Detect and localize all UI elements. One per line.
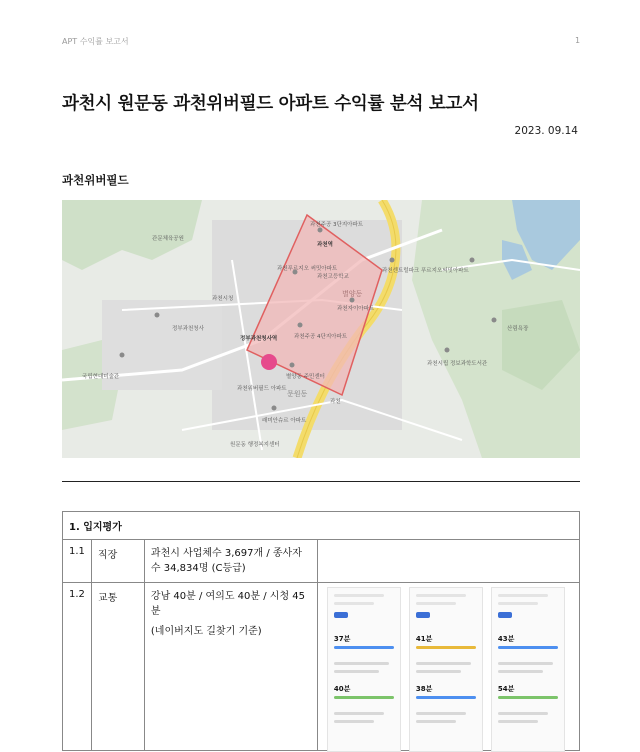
map-label-wonmun-office: 원문동 행정복지센터 (230, 442, 280, 448)
page-title: 과천시 원문동 과천위버필드 아파트 수익률 분석 보고서 (62, 94, 479, 114)
route-time: 41분 (415, 635, 433, 643)
map-label-dist7: 과천푸르지오 써밋아파트 (277, 266, 338, 272)
row-label: 교통 (91, 583, 144, 751)
row-label: 직장 (91, 540, 144, 583)
row-number: 1.1 (63, 540, 92, 583)
table-row (63, 540, 580, 583)
map-label-dist3: 과천자이아파트 (337, 306, 375, 312)
route-time: 38분 (415, 685, 433, 693)
route-screenshot (491, 587, 565, 752)
route-screenshot (327, 587, 401, 752)
map-label-gov-complex: 정부과천청사 (172, 326, 204, 332)
map-label-dist1: 과천주공 3단지아파트 (310, 222, 364, 228)
section-divider (62, 481, 580, 482)
header-page-number: 1 (575, 36, 581, 45)
map-label-gyeongma: 과천 (330, 399, 341, 405)
map-label-jeongbu: 정부과천청사역 (240, 336, 278, 342)
report-date: 2023. 09.14 (514, 125, 578, 137)
map-label-school: 과천고등학교 (317, 274, 349, 280)
route-time: 40분 (333, 685, 351, 693)
map-label-dist6: 과천주공 4단지아파트 (294, 334, 348, 340)
map-label-sports: 산림욕장 (507, 326, 529, 332)
route-screenshot (409, 587, 483, 752)
route-time: 43분 (497, 635, 515, 643)
row-value: 강남 40분 / 여의도 40분 / 시청 45분 (150, 591, 306, 617)
table-heading: 1. 입지평가 (63, 512, 580, 540)
route-time: 37분 (333, 635, 351, 643)
map-label-station-top: 과천역 (317, 242, 333, 248)
map-label-byeolyang: 별양동 (342, 290, 363, 298)
map-label-munwon: 문원동 (287, 390, 308, 398)
route-time: 54분 (497, 685, 515, 693)
row-number: 1.2 (63, 583, 92, 751)
table-row (63, 583, 580, 751)
row-value: 과천시 사업체수 3,697개 / 종사자 수 34,834명 (C등급) (144, 540, 317, 583)
map-label-dist4: 래미안슈르 아파트 (262, 418, 307, 424)
map-label-dist2: 과천위버필드 아파트 (237, 386, 287, 392)
map-label-city-hall: 과천시청 (212, 296, 234, 302)
location-evaluation-table (62, 511, 580, 751)
map-label-dist5: 과천센트럴파크 푸르지오써밋아파트 (382, 268, 469, 274)
header-doc-label: APT 수익률 보고서 (62, 37, 129, 46)
map-label-park: 관문체육공원 (152, 236, 184, 242)
row-extra (317, 540, 579, 583)
route-screenshots (317, 583, 579, 751)
map-label-local-office: 별양동 주민센터 (286, 374, 325, 380)
row-note: (네이버지도 길찾기 기준) (150, 626, 262, 637)
location-marker (261, 354, 277, 370)
section-title: 과천위버필드 (62, 173, 129, 187)
map-label-museum: 국립현대미술관 (82, 374, 120, 380)
map-label-library: 과천시립 정보과학도서관 (427, 361, 488, 367)
location-map (62, 200, 580, 458)
